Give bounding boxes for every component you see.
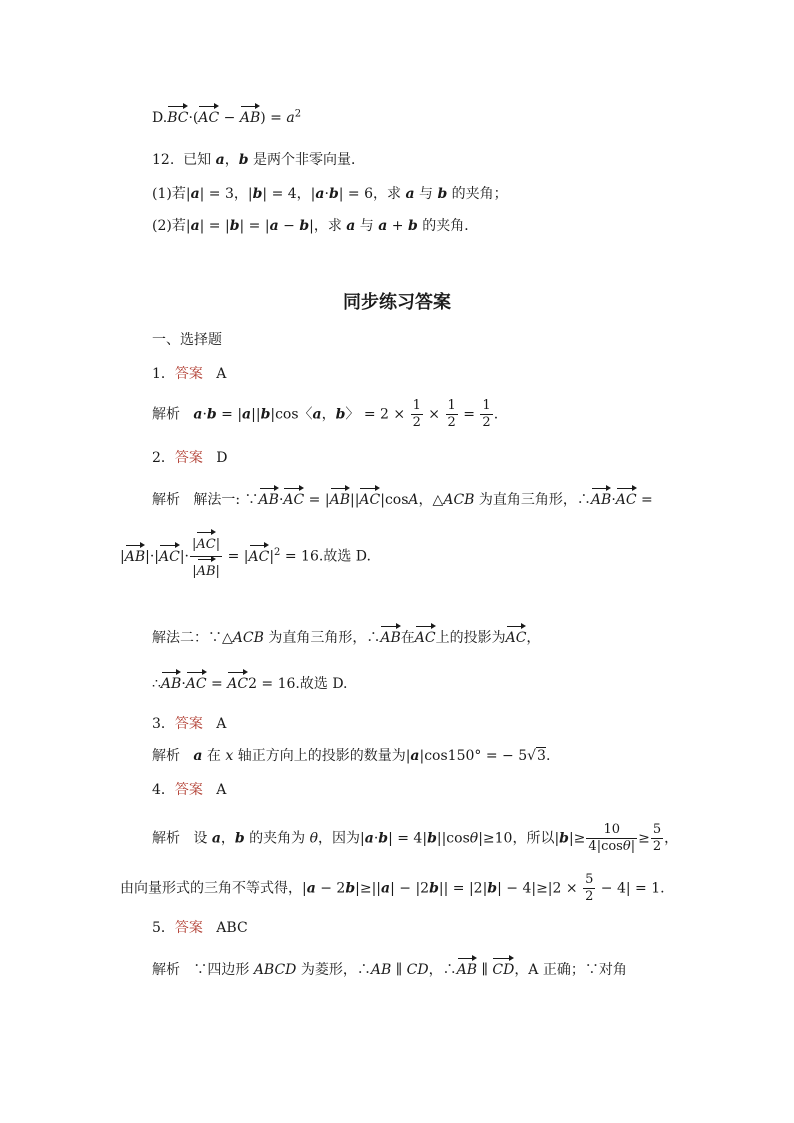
answer-2: 2．答案 D [152, 450, 228, 466]
explanation-2-line-2: |AB|·|AC|· $\frac{|AC|}{|AB|}$ = $|AC|^2 = 16$.故选 D. [120, 530, 371, 583]
answer-4: 4．答案 A [152, 782, 227, 798]
answer-3: 3．答案 A [152, 716, 227, 732]
explanation-2-line-3: 解法二：∵△ACB 为直角三角形，∴AB在AC上的投影为AC， [152, 624, 540, 648]
explanation-4-line-2: 由向量形式的三角不等式得，|a − 2b|≥||a| − |2b|| = |2|b| − 4|≥|2 × $\frac{5}{2}$ − 4| = 1. [120, 872, 665, 904]
explanation-2-line-1: 解析 解法一: ∵AB·AC = |AB||AC|cosA，△ACB 为直角三角形，∴AB·AC = [152, 486, 653, 510]
option-d: $D.BC\cdot(AC - AB) = a^2$ [152, 104, 301, 128]
explanation-4-line-1: 解析 设 a，b 的夹角为 θ，因为|a·b| = 4|b||cosθ|≥10，所以|b|≥ $\frac{10}{4|\cos\theta|}$ ≥ $\frac{5}{2}$ ， [152, 822, 679, 854]
explanation-2-line-4: ∴AB·AC = AC2 = 16.故选 D. [152, 670, 348, 694]
answer-1: 1．答案 A [152, 366, 227, 382]
explanation-3: 解析 a 在 x 轴正方向上的投影的数量为|a|cos150° = − 5√3. [152, 748, 551, 764]
section-type: 一、选择题 [152, 332, 222, 348]
question-12: 12. 已知 a，b 是两个非零向量． [152, 152, 365, 168]
question-12-part-2: (2)若|a| = |b| = |a − b|，求 a 与 a + b 的夹角． [152, 218, 479, 234]
answer-5: 5．答案 ABC [152, 920, 248, 936]
explanation-1: 解析 a·b = |a||b|cos〈a，b〉 = 2 × $\frac{1}{2}$ × $\frac{1}{2}$ = $\frac{1}{2}$ . [152, 398, 499, 430]
section-title: 同步练习答案 [343, 292, 451, 313]
question-12-part-1: (1)若|a| = 3，|b| = 4，|a·b| = 6，求 a 与 b 的夹角； [152, 186, 508, 202]
explanation-5: 解析 ∵四边形 ABCD 为菱形，∴AB ∥ CD，∴AB ∥ CD，A 正确；∵对角 [152, 956, 627, 980]
